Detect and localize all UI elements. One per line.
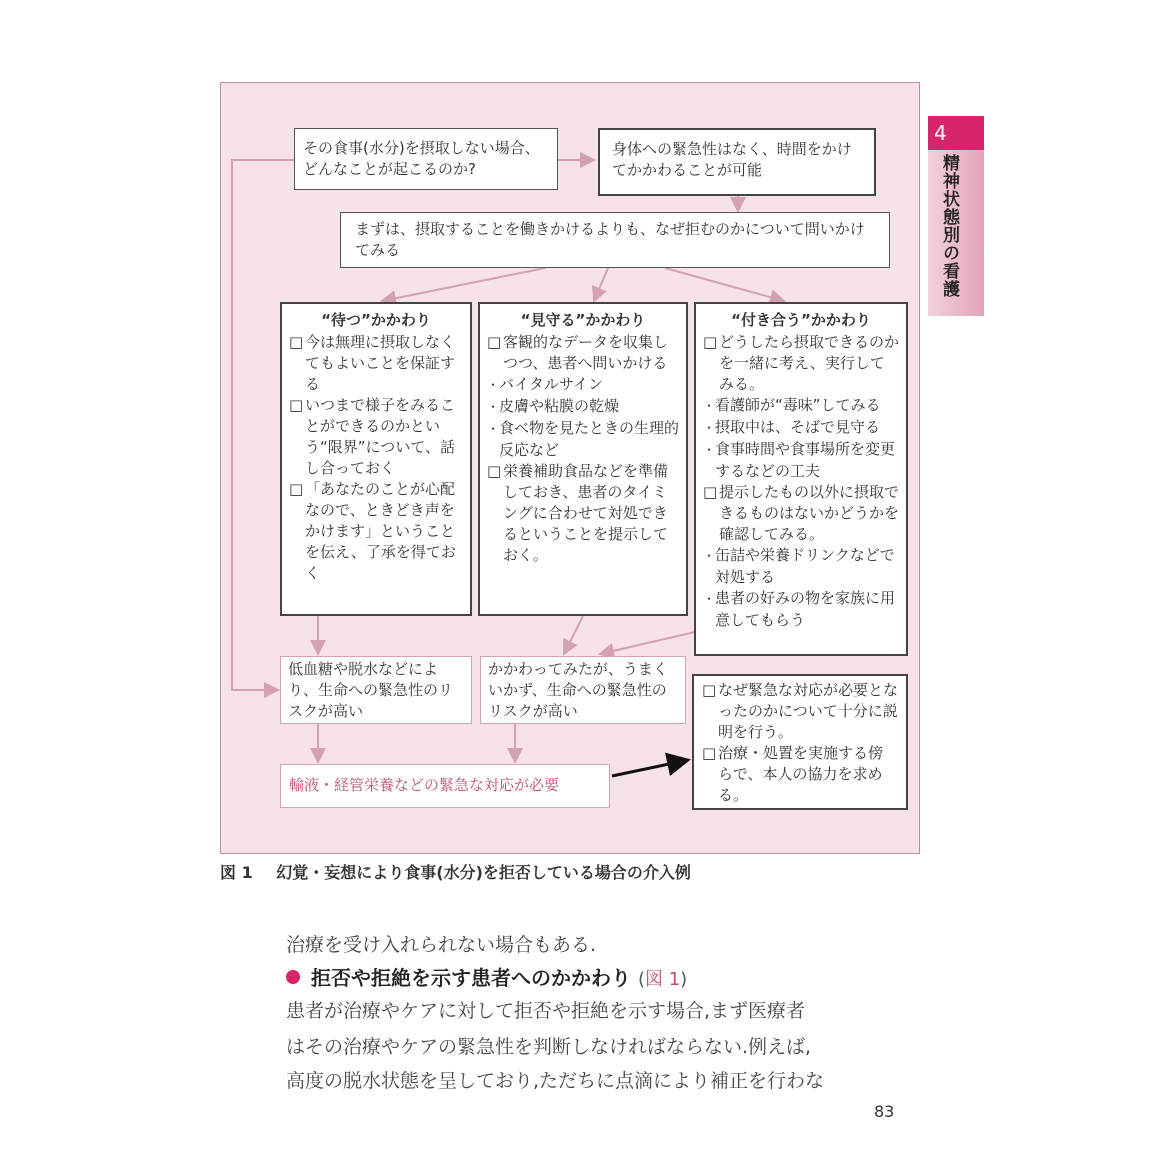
final-item: □ 治療・処置を実施する傍らで、本人の協力を求める。 — [702, 743, 898, 806]
figure-caption-text: 幻覚・妄想により食事(水分)を拒否している場合の介入例 — [276, 863, 691, 882]
accompany-subitem: ・ 缶詰や栄養ドリンクなどで対処する — [703, 545, 899, 588]
first-step-text: まずは、摂取することを働きかけるよりも、なぜ拒むのかについて問いかけてみる — [355, 220, 865, 259]
final-box — [692, 674, 908, 810]
section-heading-text: 拒否や拒絶を示す患者へのかかわり — [310, 966, 631, 990]
wait-item: □ 今は無理に摂取しなくてもよいことを保証する — [289, 332, 463, 395]
no-urgency-text: 身体への緊急性はなく、時間をかけてかかわることが可能 — [612, 140, 852, 179]
wait-item: □ いつまで様子をみることができるのかという“限界”について、話し合っておく — [289, 395, 463, 479]
paragraph-line: 患者が治療やケアに対して拒否や拒絶を示す場合,まず医療者 — [286, 1000, 806, 1022]
figure-caption — [220, 860, 691, 883]
watch-subitem: ・ バイタルサイン — [487, 374, 679, 396]
heading-ref: (図 1) — [637, 969, 688, 990]
heading-bullet-icon — [286, 970, 300, 984]
watch-item: □ 客観的なデータを収集しつつ、患者へ問いかける — [487, 332, 679, 374]
figure-label: 図 1 — [220, 863, 253, 882]
paragraph-line: 高度の脱水状態を呈しており,ただちに点滴により補正を行わな — [286, 1070, 825, 1092]
accompany-subitem: ・ 食事時間や食事場所を変更するなどの工夫 — [703, 439, 899, 482]
urgent-text: 輸液・経管栄養などの緊急な対応が必要 — [289, 776, 560, 794]
wait-column — [280, 302, 472, 616]
figure-reference-link[interactable]: 図 1 — [644, 969, 681, 990]
risk-middle-box — [480, 656, 686, 724]
no-urgency-box — [598, 128, 876, 196]
accompany-subitem: ・ 看護師が“毒味”してみる — [703, 395, 899, 417]
risk-left-box — [280, 656, 472, 724]
question-box — [294, 128, 558, 190]
accompany-item: □ 提示したもの以外に摂取できるものはないかどうかを確認してみる。 — [703, 482, 899, 545]
accompany-item: □ どうしたら摂取できるのかを一緒に考え、実行してみる。 — [703, 332, 899, 395]
watch-subitem: ・ 食べ物を見たときの生理的反応など — [487, 418, 679, 461]
wait-title: “待つ”かかわり — [321, 311, 431, 329]
risk-middle-text: かかわってみたが、うまくいかず、生命への緊急性のリスクが高い — [488, 660, 668, 720]
paragraph-line: はその治療やケアの緊急性を判断しなければならない.例えば, — [286, 1036, 812, 1058]
first-step-box — [340, 212, 890, 268]
accompany-subitem: ・ 摂取中は、そばで見守る — [703, 417, 899, 439]
accompany-title: “付き合う”かかわり — [731, 311, 871, 329]
watch-title: “見守る”かかわり — [520, 311, 646, 329]
watch-item: □ 栄養補助食品などを準備しておき、患者のタイミングに合わせて対処できるということを提示しておく。 — [487, 461, 679, 566]
urgent-box — [280, 764, 610, 808]
watch-subitem: ・ 皮膚や粘膜の乾燥 — [487, 396, 679, 418]
risk-left-text: 低血糖や脱水などにより、生命への緊急性のリスクが高い — [288, 660, 454, 720]
chapter-title: 精神状態別の看護 — [939, 154, 959, 298]
watch-column — [478, 302, 688, 616]
final-item: □ なぜ緊急な対応が必要となったのかについて十分に説明を行う。 — [702, 680, 898, 743]
wait-item: □ 「あなたのことが心配なので、ときどき声をかけます」ということを伝え、了承を得ておく — [289, 479, 463, 584]
body-line: 治療を受け入れられない場合もある. — [286, 934, 597, 956]
question-text: その食事(水分)を摂取しない場合、どんなことが起こるのか? — [303, 139, 540, 178]
section-heading — [286, 962, 687, 991]
accompany-column — [694, 302, 908, 656]
accompany-subitem: ・ 患者の好みの物を家族に用意してもらう — [703, 588, 899, 631]
chapter-number: 4 — [928, 116, 984, 150]
page-number: 83 — [874, 1102, 895, 1121]
